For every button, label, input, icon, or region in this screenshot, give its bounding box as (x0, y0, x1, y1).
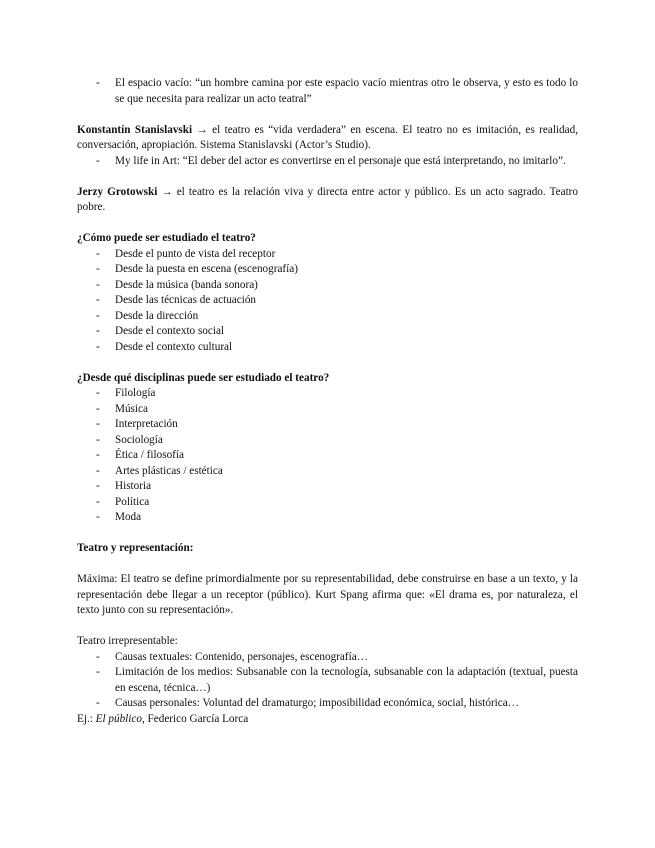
ejemplo-line (77, 712, 578, 728)
grotowski-paragraph (77, 185, 578, 216)
intro-list (77, 76, 578, 107)
bullet-dash: - (96, 402, 100, 415)
list-item-text: El espacio vacío: “un hombre camina por este espacio vacío mientras otro le observa, y esto es todo lo se que necesita para realizar un acto teatral” (115, 77, 578, 105)
grotowski-name: Jerzy Grotowski (77, 185, 158, 198)
bullet-dash: - (96, 480, 100, 492)
grotowski-text: → el teatro es la relación viva y directa entre actor y público. Es un acto sagrado. Teatro pobre. (77, 185, 578, 213)
list-item (77, 262, 578, 278)
list-item-text: Ética / filosofía (115, 449, 184, 461)
bullet-dash: - (96, 387, 100, 399)
bullet-dash: - (96, 495, 100, 508)
bullet-dash: - (96, 309, 100, 322)
estudio-list (77, 247, 578, 356)
list-item-text: Política (115, 495, 150, 508)
list-item-text: Desde la puesta en escena (escenografía) (115, 263, 298, 275)
bullet-dash: - (96, 418, 100, 430)
ejemplo-suffix: , Federico García Lorca (141, 712, 249, 725)
estudio-heading: ¿Cómo puede ser estudiado el teatro? (77, 232, 256, 244)
list-item (77, 495, 578, 511)
list-item (77, 154, 578, 170)
list-item-text: Interpretación (115, 418, 178, 430)
list-item-text: Historia (115, 480, 152, 492)
list-item-text: Desde el contexto cultural (115, 340, 233, 353)
bullet-dash: - (96, 340, 100, 353)
list-item-text: Desde las técnicas de actuación (115, 294, 257, 306)
bullet-dash: - (96, 247, 100, 260)
bullet-dash: - (96, 325, 100, 337)
list-item (77, 324, 578, 340)
irrepresentable-label: Teatro irrepresentable: (77, 635, 178, 647)
document-page (77, 76, 578, 727)
bullet-dash: - (96, 433, 100, 446)
list-item (77, 464, 578, 480)
stanislavski-text: → el teatro es “vida verdadera” en escena. El teatro no es imitación, es realidad, conversación, apropiación. Sistema Stanislavski (Actor’s Studio). (77, 123, 578, 151)
list-item-text: Moda (115, 511, 142, 523)
causas-list (77, 650, 578, 712)
stanislavski-name: Konstantín Stanislavski (77, 123, 193, 136)
disciplinas-list (77, 386, 578, 526)
list-item (77, 309, 578, 325)
list-item (77, 650, 578, 666)
bullet-dash: - (96, 77, 100, 89)
list-item (77, 696, 578, 712)
ejemplo-title: El público (95, 712, 142, 725)
list-item (77, 510, 578, 526)
list-item-text: Desde el punto de vista del receptor (115, 247, 276, 260)
list-item-text: Artes plásticas / estética (115, 464, 223, 477)
bullet-dash: - (96, 666, 100, 678)
list-item (77, 247, 578, 263)
list-item (77, 402, 578, 418)
list-item-text: Música (115, 402, 148, 415)
list-item (77, 76, 578, 107)
bullet-dash: - (96, 449, 100, 461)
ejemplo-prefix: Ej.: (77, 712, 96, 725)
stanislavski-list (77, 154, 578, 170)
bullet-dash: - (96, 464, 100, 477)
list-item (77, 479, 578, 495)
disciplinas-heading: ¿Desde qué disciplinas puede ser estudiado el teatro? (77, 371, 330, 384)
list-item-text: Desde el contexto social (115, 325, 225, 337)
bullet-dash: - (96, 511, 100, 523)
bullet-dash: - (96, 650, 100, 663)
representacion-heading: Teatro y representación: (77, 542, 194, 554)
list-item-text: Sociología (115, 433, 163, 446)
list-item-text: My life in Art: “El deber del actor es convertirse en el personaje que está interpretando, no imitarlo”. (115, 154, 566, 167)
list-item-text: Filología (115, 387, 156, 399)
list-item (77, 433, 578, 449)
representacion-paragraph: Máxima: El teatro se define primordialmente por su representabilidad, debe construirse en base a un texto, y la representación debe llegar a un receptor (público). Kurt Spang afirma que: «El drama es, por naturaleza, el texto junto con su representación». (77, 573, 578, 616)
list-item (77, 665, 578, 696)
list-item-text: Causas personales: Voluntad del dramaturgo; imposibilidad económica, social, histórica… (115, 697, 519, 709)
stanislavski-paragraph (77, 123, 578, 154)
bullet-dash: - (96, 294, 100, 306)
bullet-dash: - (96, 697, 100, 709)
list-item (77, 386, 578, 402)
list-item (77, 417, 578, 433)
list-item-text: Limitación de los medios: Subsanable con la tecnología, subsanable con la adaptación (textual, puesta en escena, técnica…) (115, 666, 578, 694)
list-item (77, 448, 578, 464)
list-item-text: Desde la música (banda sonora) (115, 278, 258, 291)
list-item-text: Desde la dirección (115, 309, 199, 322)
bullet-dash: - (96, 154, 100, 167)
bullet-dash: - (96, 278, 100, 291)
list-item-text: Causas textuales: Contenido, personajes, escenografía… (115, 650, 368, 663)
bullet-dash: - (96, 263, 100, 275)
list-item (77, 340, 578, 356)
list-item (77, 293, 578, 309)
list-item (77, 278, 578, 294)
